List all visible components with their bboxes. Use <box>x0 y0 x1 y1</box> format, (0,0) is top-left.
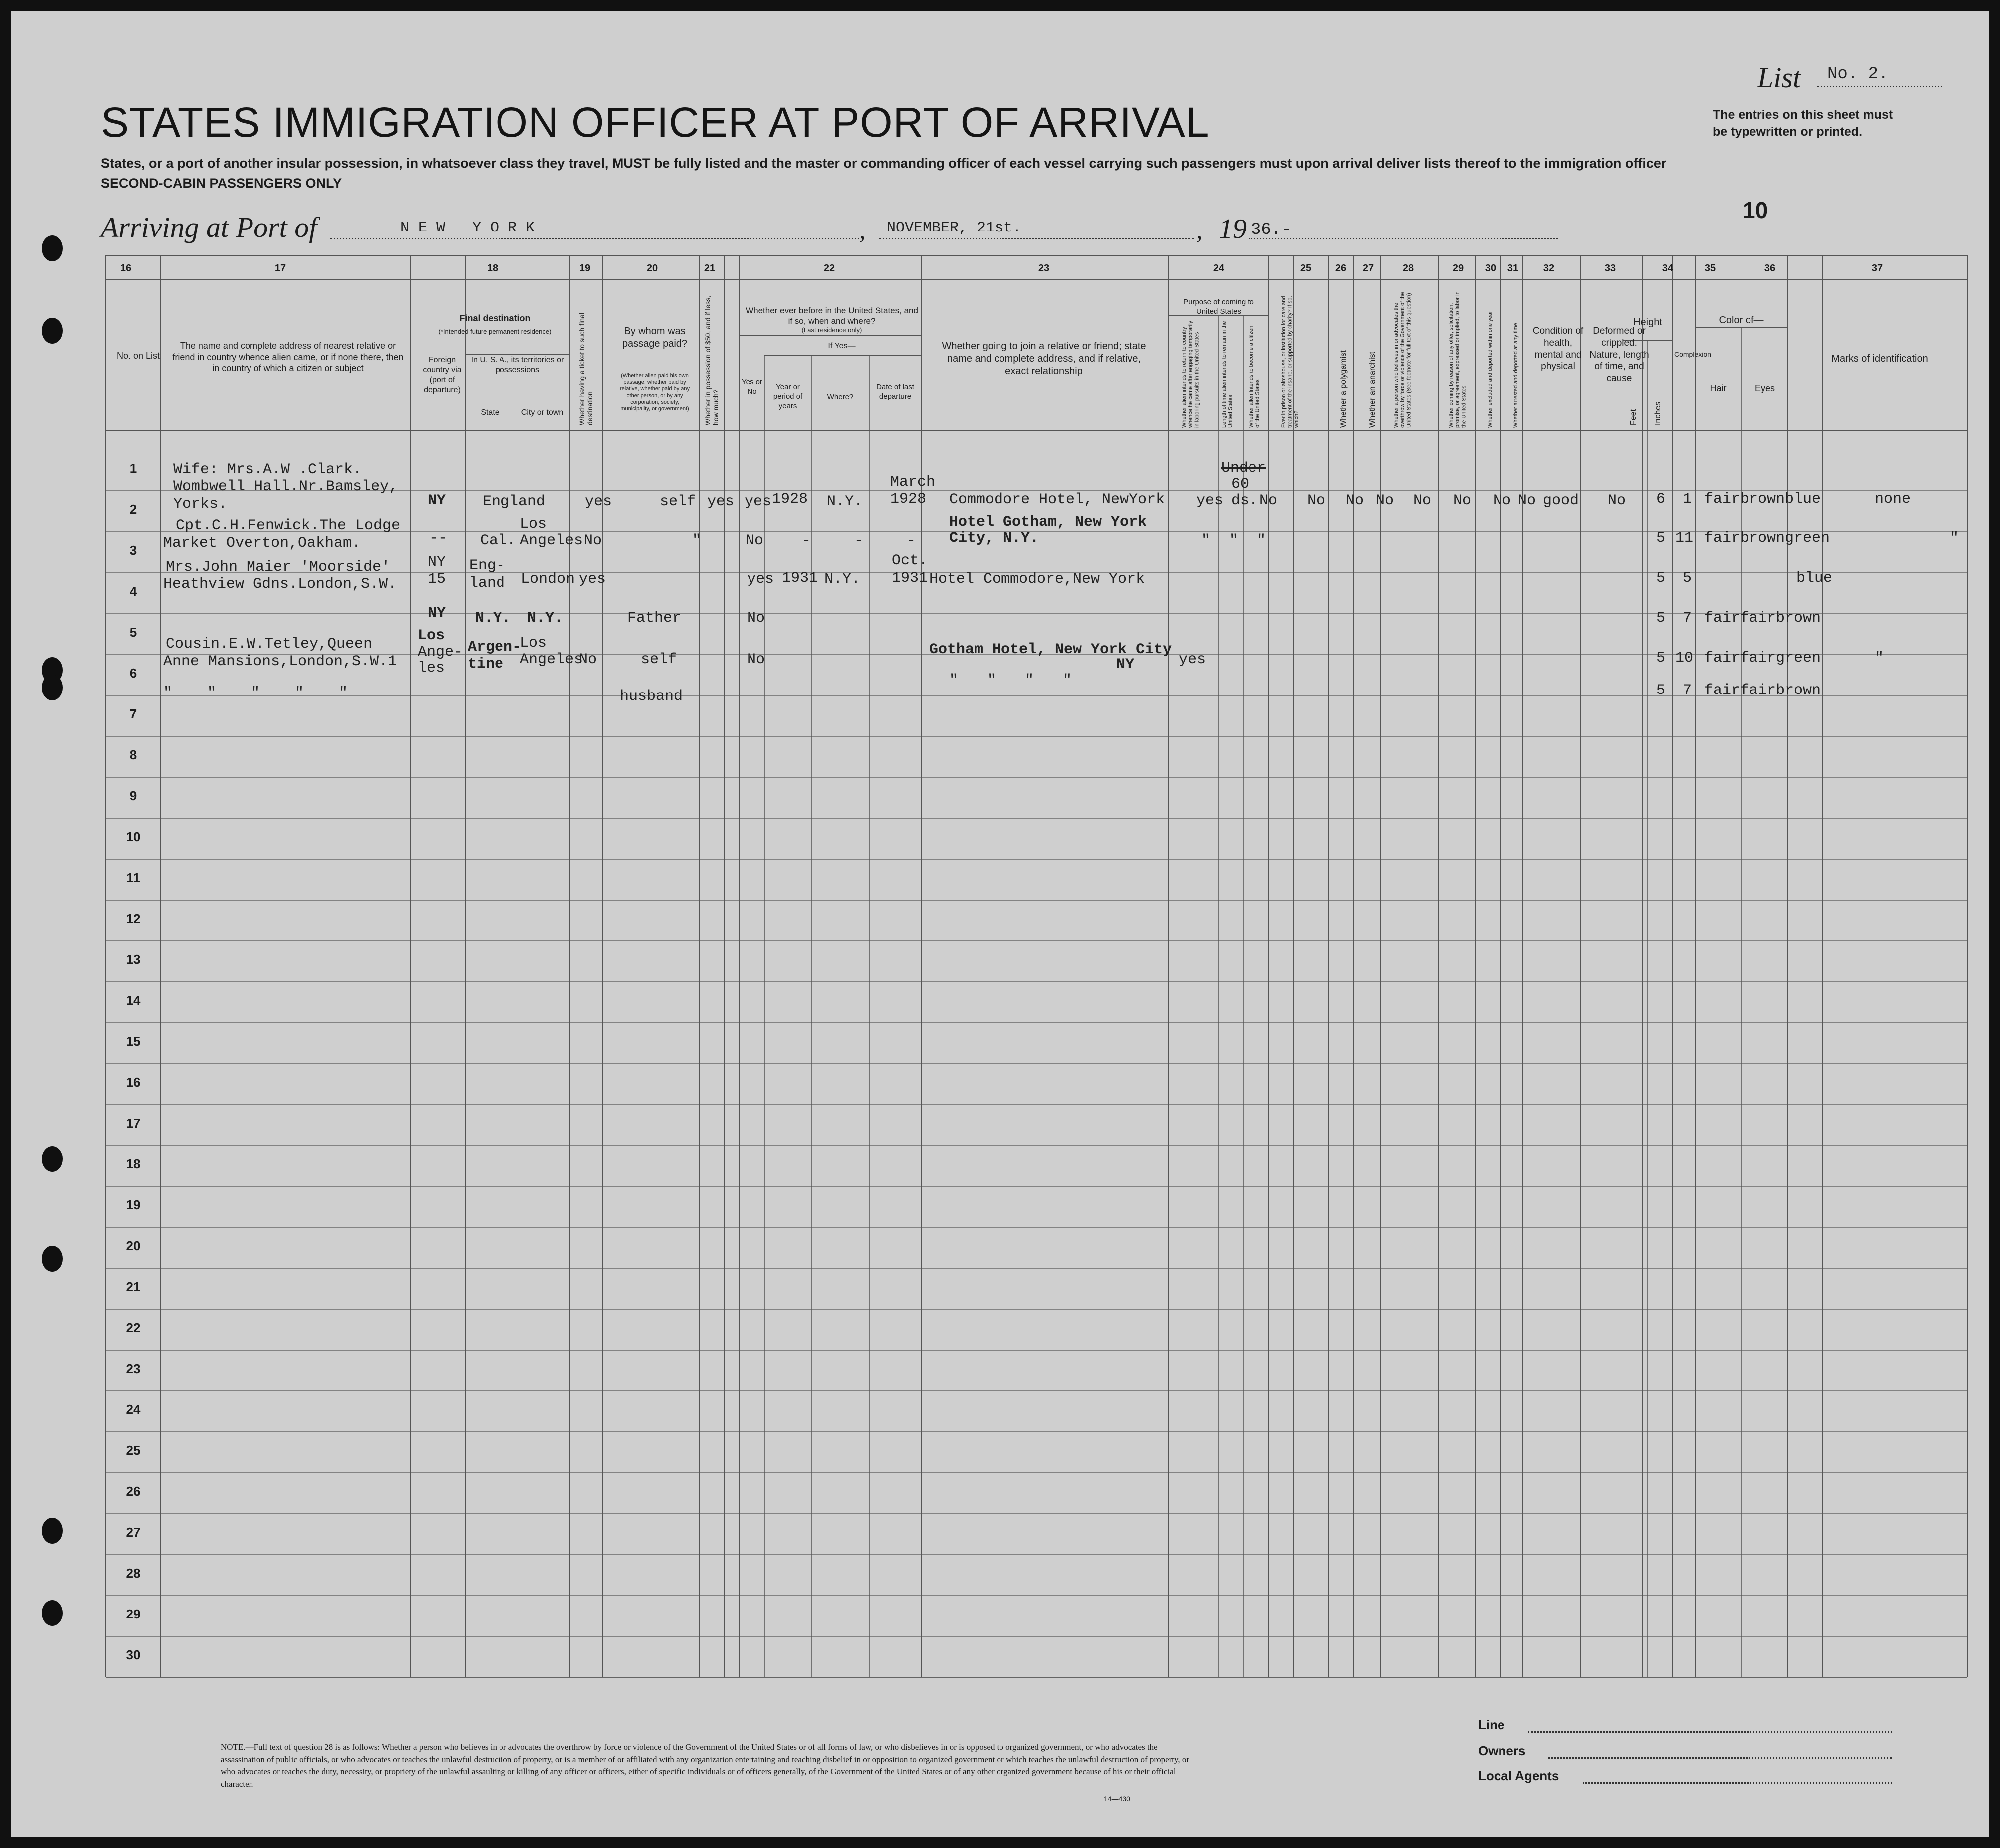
col-num-32: 32 <box>1543 263 1555 274</box>
row3-city: London <box>521 571 575 588</box>
header-q28: Whether a person who believes in or advocates the overthrow by force or violence of the Government of the United States (See footnote for full text of this question) <box>1393 292 1412 428</box>
header-purpose-c: Whether alien intends to become a citizen of the United States <box>1249 325 1261 428</box>
header-q31: Whether arrested and deported at any time <box>1513 323 1519 428</box>
row1-before: yes <box>745 493 772 510</box>
row4-appearance: fairfairbrown <box>1704 610 1821 627</box>
header-condition: Condition of health, mental and physical <box>1532 326 1584 372</box>
row-number: 10 <box>126 829 141 844</box>
header-marks: Marks of identification <box>1831 353 1928 364</box>
row3-ticket: yes <box>579 571 606 588</box>
header-anarchist: Whether an anarchist <box>1368 351 1377 428</box>
row4-paid: Father <box>627 610 682 627</box>
row1-date-line2: 1928 <box>890 491 927 508</box>
row6-paid: husband <box>620 688 683 705</box>
row5-joining-line2: NY <box>1116 656 1135 673</box>
col-num-37: 37 <box>1871 263 1883 274</box>
row1-state: England <box>483 493 546 510</box>
port-name: NEW YORK <box>400 220 544 236</box>
row2-city-line1: Los <box>520 516 547 533</box>
col-num-18: 18 <box>487 263 499 274</box>
row6-inches: 7 <box>1683 682 1692 699</box>
arriving-label: Arriving at Port of <box>101 211 317 243</box>
row-number: 19 <box>126 1197 141 1212</box>
row4-city: N.Y. <box>527 610 564 627</box>
footnote: NOTE.—Full text of question 28 is as follows: Whether a person who believes in or advocates the overthrow by force or violence of the Government of the United States or of all forms of law, or who disbelieves in or is opposed to organized government, or who advocates the assassination of public officials, or who advocates or teaches the unlawful destruction of property, or is a member of or affiliated with any organization entertaining and teaching disbelief in or opposition to organized government or which teaches the unlawful destruction of property, or who advocates or teaches the duty, necessity, or propriety of the unlawful assaulting or killing of any officer or officers, either of specific individuals or of officers generally, of the Government of the United States or of any other organized government because of his or their official character. <box>221 1742 1190 1789</box>
row1-deformed: No <box>1608 492 1626 509</box>
col-num-22: 22 <box>823 263 835 274</box>
row-number: 11 <box>126 870 140 885</box>
local-agents-label: Local Agents <box>1478 1768 1559 1783</box>
form-number: 14—430 <box>1104 1795 1130 1803</box>
header-polygamist: Whether a polygamist <box>1339 350 1348 428</box>
row1-where: N.Y. <box>827 493 863 510</box>
owners-label: Owners <box>1478 1743 1526 1758</box>
header-feet: Feet <box>1629 409 1638 425</box>
arrival-date: NOVEMBER, 21st. <box>887 220 1022 236</box>
col-num-21: 21 <box>704 263 716 274</box>
header-deformed: Deformed or crippled. Nature, length of time, and cause <box>1589 326 1649 384</box>
header-year-period: Year or period of years <box>773 383 803 410</box>
col-num-24: 24 <box>1213 263 1225 274</box>
local-agents-field <box>1583 1782 1892 1784</box>
row1-paid: self <box>660 493 696 510</box>
header-foreign-country: Foreign country via (port of departure) <box>423 356 462 394</box>
manifest-sheet <box>11 11 1989 1837</box>
row5-foreign-line2: Ange- <box>418 644 463 661</box>
col-num-20: 20 <box>646 263 658 274</box>
notice-line-2: be typewritten or printed. <box>1713 124 1863 139</box>
comma: , <box>1196 216 1203 244</box>
row3-foreign-line1: NY <box>428 554 446 571</box>
header-inches: Inches <box>1654 401 1662 425</box>
row1-remain: No <box>1259 492 1278 509</box>
row2-city-line2: Angeles <box>520 532 583 549</box>
row5-paid: self <box>641 651 677 668</box>
header-if-yes: If Yes— <box>828 342 856 350</box>
row3-relative-line2: Heathview Gdns.London,S.W. <box>163 576 397 593</box>
row5-feet: 5 <box>1656 650 1666 667</box>
row3-date-line1: Oct. <box>892 552 928 569</box>
row-number: 15 <box>126 1034 141 1049</box>
row4-feet: 5 <box>1656 610 1666 627</box>
row1-marks: none <box>1875 491 1911 508</box>
comma: , <box>859 216 866 244</box>
row1-inches: 1 <box>1683 491 1692 508</box>
row2-marks: " <box>1950 530 1959 547</box>
row-number: 17 <box>126 1116 141 1131</box>
row5-relative-line2: Anne Mansions,London,S.W.1 <box>163 653 397 670</box>
header-height: Height <box>1633 317 1662 328</box>
row5-inches: 10 <box>1675 650 1694 667</box>
row5-foreign-line3: les <box>418 660 445 677</box>
col-num-33: 33 <box>1604 263 1616 274</box>
row1-q27: No <box>1376 492 1394 509</box>
sheet-number: 10 <box>1743 197 1768 223</box>
row5-appearance: fairfairgreen <box>1704 650 1821 667</box>
row1-year: 1928 <box>772 491 808 508</box>
row1-q25: No <box>1307 492 1326 509</box>
header-passage-paid: By whom was passage paid? <box>622 326 688 349</box>
row4-foreign: NY <box>428 605 446 622</box>
row5-joining-line1: Gotham Hotel, New York City <box>929 641 1172 658</box>
header-yes-no: Yes or No <box>742 378 762 396</box>
row2-paid: " <box>692 532 702 549</box>
passenger-class: SECOND-CABIN PASSENGERS ONLY <box>101 176 342 191</box>
row1-q29: No <box>1453 492 1472 509</box>
header-in-usa: In U. S. A., its territories or possessions <box>471 356 564 374</box>
row1-feet: 6 <box>1656 491 1666 508</box>
col-num-23: 23 <box>1038 263 1050 274</box>
col-num-28: 28 <box>1402 263 1414 274</box>
row-number: 9 <box>129 788 137 803</box>
row1-relative-line3: Yorks. <box>173 496 228 513</box>
header-ticket: Whether having a ticket to such final destination <box>578 313 594 425</box>
year-prefix: 19 <box>1219 214 1247 244</box>
col-num-27: 27 <box>1362 263 1374 274</box>
row3-foreign-line2: 15 <box>428 571 446 588</box>
line-field <box>1528 1731 1892 1733</box>
row2-where: - <box>854 532 864 549</box>
row2-ticket: No <box>584 532 602 549</box>
header-relative-friend: Whether going to join a relative or friend; state name and complete address, and if relative, exact relationship <box>942 341 1146 377</box>
row-number: 29 <box>126 1607 141 1621</box>
header-hair: Hair <box>1710 383 1727 393</box>
row2-feet: 5 <box>1656 530 1666 547</box>
row3-before: yes <box>747 571 774 588</box>
col-num-19: 19 <box>579 263 591 274</box>
row4-before: No <box>747 610 765 627</box>
row-number: 13 <box>126 952 141 967</box>
row6-appearance: fairfairbrown <box>1704 682 1821 699</box>
header-prison: Ever in prison or almshouse, or institution for care and treatment of the insane, or supported by charity? If so, which? <box>1281 296 1300 428</box>
header-final-destination: Final destination <box>459 313 531 323</box>
row-number: 6 <box>129 666 137 681</box>
header-purpose: Purpose of coming to United States <box>1183 298 1254 316</box>
row-number: 5 <box>129 625 137 640</box>
row2-inches: 11 <box>1675 530 1694 547</box>
header-date-departure: Date of last departure <box>876 383 914 401</box>
row-number: 3 <box>129 543 137 558</box>
row2-state: Cal. <box>480 532 516 549</box>
row2-relative-line2: Market Overton,Oakham. <box>163 535 361 552</box>
header-purpose-a: Whether alien intends to return to country whence he came after engaging temporarily in laboring pursuits in the United States <box>1181 320 1200 428</box>
row-number: 8 <box>129 747 137 762</box>
header-color-of: Color of— <box>1719 315 1764 326</box>
row4-inches: 7 <box>1683 610 1692 627</box>
header-passage-note: (Whether alien paid his own passage, whether paid by relative, whether paid by any other person, or by any corporation, society, municipality, or government) <box>619 373 690 412</box>
row-number: 30 <box>126 1647 141 1662</box>
row-number: 24 <box>126 1402 141 1417</box>
row1-foreign: NY <box>428 492 446 509</box>
header-ever-before: Whether ever before in the United States, and if so, when and where? <box>746 306 918 326</box>
row5-state-line1: Argen- <box>468 639 522 656</box>
row1-date-line1: March <box>890 474 936 491</box>
row6-joining: " " " " <box>949 672 1082 689</box>
row2-before: No <box>746 532 764 549</box>
header-no-on-list: No. on List <box>116 351 160 361</box>
row3-date-line2: 1931 <box>892 570 928 587</box>
header-final-destination-note: (*Intended future permanent residence) <box>438 328 552 335</box>
row2-ditto: " " " <box>1201 532 1271 549</box>
row1-fifty: yes <box>707 493 735 510</box>
row-number: 1 <box>129 461 137 476</box>
header-fifty-dollars: Whether in possession of $50, and if less, how much? <box>704 295 720 425</box>
row1-length-line1: Under <box>1221 460 1266 477</box>
col-num-25: 25 <box>1300 263 1312 274</box>
row3-where: N.Y. <box>824 571 861 588</box>
row1-relative-line1: Wife: Mrs.A.W .Clark. <box>173 462 362 478</box>
row5-purpose: yes <box>1179 651 1206 668</box>
row-number: 27 <box>126 1525 141 1540</box>
row1-length-line3: ds. <box>1231 492 1258 509</box>
row-number: 25 <box>126 1443 141 1458</box>
row1-joining: Commodore Hotel, NewYork <box>949 491 1165 508</box>
row-number: 16 <box>126 1075 141 1090</box>
row1-q26: No <box>1346 492 1364 509</box>
row-number: 21 <box>126 1279 141 1294</box>
row1-ticket: yes <box>585 493 612 510</box>
col-num-26: 26 <box>1335 263 1347 274</box>
row-number: 23 <box>126 1361 141 1376</box>
col-num-34: 34 <box>1662 263 1674 274</box>
page-title: STATES IMMIGRATION OFFICER AT PORT OF ARRIVAL <box>101 99 1210 146</box>
row-number: 4 <box>129 584 137 599</box>
row5-state-line2: tine <box>468 656 504 673</box>
row3-feet: 5 <box>1656 570 1666 587</box>
row2-foreign: -- <box>429 530 448 547</box>
row2-joining-line1: Hotel Gotham, New York <box>949 514 1147 531</box>
row-number: 2 <box>129 502 137 517</box>
row-number: 22 <box>126 1320 141 1335</box>
row-number: 12 <box>126 911 141 926</box>
row2-year: - <box>802 532 811 549</box>
header-q30: Whether excluded and deported within one year <box>1487 311 1493 428</box>
col-num-36: 36 <box>1764 263 1776 274</box>
row5-ticket: No <box>579 651 597 668</box>
list-label: List <box>1757 61 1801 94</box>
row1-relative-line2: Wombwell Hall.Nr.Bamsley, <box>173 478 398 495</box>
row2-date: - <box>907 532 916 549</box>
row2-joining-line2: City, N.Y. <box>949 530 1039 547</box>
row3-joining: Hotel Commodore,New York <box>929 571 1145 588</box>
row3-relative-line1: Mrs.John Maier 'Moorside' <box>166 559 391 576</box>
row5-foreign-line1: Los <box>418 627 445 644</box>
row3-inches: 5 <box>1683 570 1692 587</box>
row6-feet: 5 <box>1656 682 1666 699</box>
row3-state-line1: Eng- <box>469 557 505 574</box>
row1-q28: No <box>1413 492 1432 509</box>
row2-relative-line1: Cpt.C.H.Fenwick.The Lodge <box>176 517 401 534</box>
row3-eyes: blue <box>1796 570 1833 587</box>
row-number: 28 <box>126 1566 141 1581</box>
col-num-17: 17 <box>274 263 286 274</box>
row3-state-line2: land <box>469 575 505 592</box>
row6-relative: " " " " " <box>163 685 361 701</box>
header-complexion: Complexion <box>1674 350 1711 358</box>
header-q29: Whether coming by reason of any offer, solicitation, promise, or agreement, expressed or implied, to labor in the United States <box>1448 291 1467 428</box>
row1-complexion-hair-eyes: fairbrownblue <box>1704 491 1821 508</box>
header-where: Where? <box>827 393 854 401</box>
col-num-31: 31 <box>1507 263 1519 274</box>
header-purpose-b: Length of time alien intends to remain in the United States <box>1221 321 1234 428</box>
col-num-35: 35 <box>1704 263 1716 274</box>
row-number: 26 <box>126 1484 141 1499</box>
row5-marks: " <box>1875 650 1884 667</box>
owners-field <box>1548 1757 1892 1759</box>
row-number: 18 <box>126 1156 141 1171</box>
row1-condition: good <box>1543 492 1579 509</box>
row4-state: N.Y. <box>475 610 511 627</box>
subtitle-text: States, or a port of another insular possession, in whatsoever class they travel, MUST be fully listed and the master or commanding officer of each vessel carrying such passengers must upon arrival deliver lists thereof to the immigration officer <box>101 156 1667 171</box>
col-num-16: 16 <box>120 263 132 274</box>
col-num-30: 30 <box>1485 263 1497 274</box>
header-eyes: Eyes <box>1754 383 1775 393</box>
row-number: 7 <box>129 706 137 721</box>
row2-appearance: fairbrowngreen <box>1704 530 1830 547</box>
header-nearest-relative: The name and complete address of nearest relative or friend in country whence alien came, or if none there, then in country of which a citizen or subject <box>172 341 404 373</box>
row1-q30: No <box>1493 492 1511 509</box>
row-number: 14 <box>126 993 141 1008</box>
year-suffix: 36.- <box>1251 221 1292 239</box>
row1-q31: No <box>1518 492 1536 509</box>
header-city: City or town <box>521 408 564 417</box>
row1-purpose: yes <box>1196 492 1224 509</box>
row3-year: 1931 <box>782 570 818 587</box>
row5-city-line1: Los <box>520 635 547 652</box>
notice-line-1: The entries on this sheet must <box>1713 108 1893 122</box>
table-grid <box>11 11 1989 1837</box>
header-state: State <box>481 408 500 417</box>
row-number: 20 <box>126 1238 141 1253</box>
header-last-residence: (Last residence only) <box>801 326 862 334</box>
row5-city-line2: Angeles <box>520 651 583 668</box>
row5-before: No <box>747 651 765 668</box>
row1-length-line2: 60 <box>1231 476 1250 493</box>
list-number: No. 2. <box>1827 65 1889 84</box>
row5-relative-line1: Cousin.E.W.Tetley,Queen <box>166 636 373 653</box>
col-num-29: 29 <box>1452 263 1464 274</box>
line-label: Line <box>1478 1717 1505 1732</box>
